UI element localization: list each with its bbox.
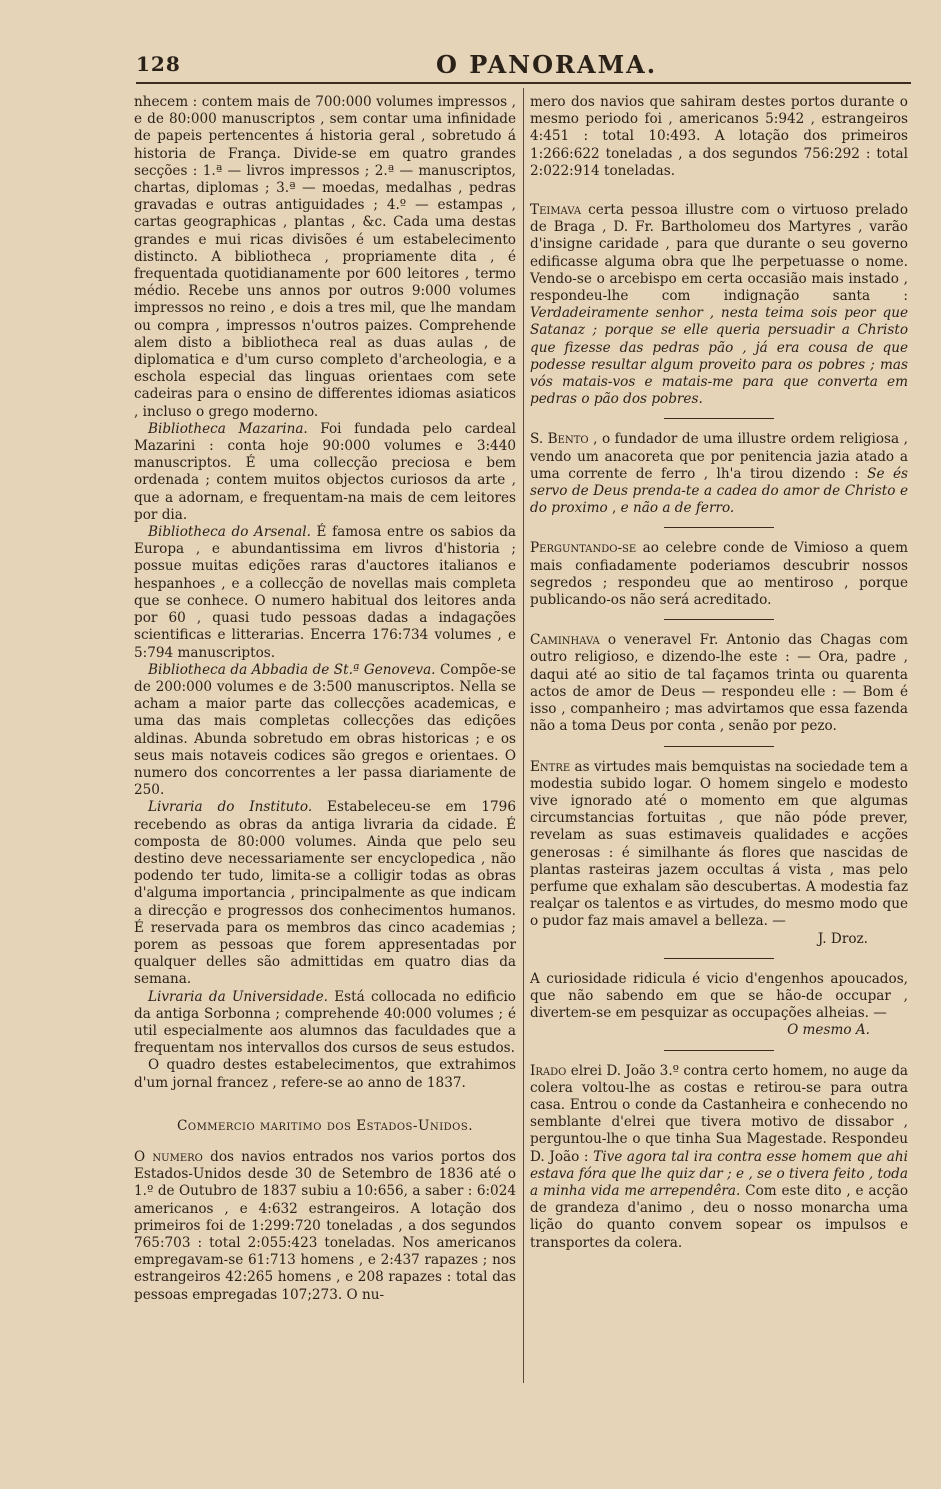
paragraph-quadro: O quadro destes estabelecimentos, que extrahimos d'um jornal francez , refere-se ao anno de 1837. <box>134 1057 516 1091</box>
spacer <box>530 180 908 202</box>
anecdote-modestia <box>530 759 908 931</box>
paragraph-universidade <box>134 989 516 1058</box>
anecdote-vimioso-text: ao celebre conde de Vimioso a quem mais confiadamente poderiamos descubrir nossos segredos ; respondeu que ao mentiroso , porque publicando-os não será acreditado. <box>530 540 908 609</box>
section-title-mazarina: Bibliotheca Mazarina. <box>148 420 308 437</box>
anecdote-s-bento-quote: Se és servo de Deus prenda-te a cadea do amor de Christo e do proximo <box>530 465 908 517</box>
anecdote-vimioso <box>530 540 908 609</box>
anecdote-chagas-text: o veneravel Fr. Antonio das Chagas com outro religioso, e dizendo-lhe este : — Ora, padre , daqui até ao sitio de tal façamos trinta ou quarenta actos de amor de Deus — respondeu elle : — Bom é isso , companheiro ; mas advirtamos que essa fazenda não a toma Deus por conta , senão por pezo. <box>530 632 908 735</box>
separator-rule <box>664 418 774 419</box>
anecdote-teimava-text: certa pessoa illustre com o virtuoso prelado de Braga , D. Fr. Bartholomeu dos Martyres , varão d'insigne caridade , para que durante o seu governo edificasse alguma obra que lhe perpetuasse o nome. Vendo-se o arcebispo em certa occasião mais instado , respondeu-lhe com indignação santa : <box>530 202 908 305</box>
anecdote-teimava-quote: Verdadeiramente senhor , nesta teima sois peor que Satanaz ; porque se elle queria persuadir a Christo que fizesse das pedras pão , já era cousa de que podesse resultar algum proveito para os pobres ; mas vós matais-vos e matais-me para que converta em pedras o pão dos pobres. <box>530 305 908 408</box>
anecdote-s-bento-text: , o fundador de uma illustre ordem religiosa , vendo um anacoreta que por penitencia jazia atado a uma corrente de ferro , lh'a tirou dizendo : <box>530 431 908 482</box>
signature-droz: J. Droz. <box>817 930 868 947</box>
header-rule <box>136 82 911 84</box>
left-column <box>134 94 516 1304</box>
separator-rule <box>664 527 774 528</box>
paragraph-commercio-lead: O numero <box>134 1148 203 1165</box>
anecdote-curiosidade: A curiosidade ridicula é vicio d'engenhos apoucados, que não sabendo em que se hão-de occupar , divertem-se em pesquizar as occupações alheias. — <box>530 970 908 1022</box>
anecdote-s-bento-quote-end: e não a de ferro. <box>620 500 735 517</box>
anecdote-chagas-lead: Caminhava <box>530 632 600 649</box>
anecdote-d-joao-text-end: Com este dito , e acção de grandeza d'animo , deu o nosso monarcha uma lição do quanto convem sopear os impulsos e transportes da colera. <box>530 1182 908 1251</box>
separator-rule <box>664 746 774 747</box>
column-divider <box>523 88 524 1383</box>
signature-mesmo-autor: O mesmo A. <box>787 1022 870 1039</box>
page-number: 128 <box>136 52 181 76</box>
right-column <box>530 94 908 1252</box>
section-title-arsenal: Bibliotheca do Arsenal. <box>148 524 311 541</box>
paragraph-arsenal-text: É famosa entre os sabios da Europa , e abundantissima em livros d'historia ; possue muitas edições raras d'auctores italianos e hespanhoes , e a collecção de novellas mais completa que se conhece. O numero habitual dos leitores anda por 60 , quasi tudo pessoas dadas a indagações scientificas e litterarias. Encerra 176:734 volumes , e 5:794 manuscriptos. <box>134 524 516 661</box>
anecdote-s-bento <box>530 431 908 517</box>
anecdote-teimava <box>530 202 908 408</box>
anecdote-modestia-lead: Entre <box>530 758 571 775</box>
paragraph-universidade-text: Está collocada no edificio da antiga Sorbonna ; comprehende 40:000 volumes ; é util especialmente aos alumnos das faculdades que a frequentam nos intervallos dos cursos de seus estudos. <box>134 988 516 1057</box>
paragraph-genoveva <box>134 662 516 800</box>
anecdote-d-joao-lead: Irado <box>530 1062 567 1079</box>
paragraph-bibliotheque-nationale: nhecem : contem mais de 700:000 volumes impressos , e de 80:000 manuscriptos , sem contar uma infinidade de papeis pertencentes á historia geral , sobretudo á historia de França. Divide-se em quatro grandes secções : 1.ª — livros impressos ; 2.ª — manuscriptos, chartas, diplomas ; 3.ª — moedas, medalhas , pedras gravadas e outras antiguidades ; 4.º — estampas , cartas geographicas , plantas , &c. Cada uma destas grandes e mui ricas divisões é um estabelecimento distincto. A bibliotheca , propriamente dita , é frequentada quotidianamente por 600 leitores , termo médio. Recebe uns annos por outros 9:000 volumes impressos no reino , e dois a tres mil, que lhe mandam ou compra , impressos n'outros paizes. Comprehende alem disto a bibliotheca real as duas aulas , de diplomatica e d'um curso completo d'archeologia, e a eschola especial das linguas orientaes com sete cadeiras para o ensino de differentes idiomas asiaticos , incluso o grego moderno. <box>134 94 516 420</box>
paragraph-commercio <box>134 1149 516 1304</box>
separator-rule <box>664 958 774 959</box>
anecdote-d-joao-text: elrei D. João 3.º contra certo homem, no auge da colera voltou-lhe as costas e retirou-se para outra casa. Entrou o conde da Castanheira e conhecendo no semblante d'elrei que tivera motivo de dissabor , perguntou-lhe o que tinha Sua Magestade. Respondeu D. João : <box>530 1062 908 1165</box>
section-title-genoveva: Bibliotheca da Abbadia de St.ª Genoveva. <box>148 661 436 678</box>
paragraph-instituto <box>134 799 516 988</box>
paragraph-mazarina-text: Foi fundada pelo cardeal Mazarini : conta hoje 90:000 volumes e 3:440 manuscriptos. É uma collecção preciosa e bem ordenada ; contem muitos objectos curiosos da arte , que a adornam, e frequentam-na mais de cem leitores por dia. <box>134 420 516 523</box>
section-title-universidade: Livraria da Universidade. <box>148 988 328 1005</box>
paragraph-commercio-continued: mero dos navios que sahiram destes portos durante o mesmo periodo foi , americanos 5:942 , estrangeiros 4:451 : total 10:493. A lotação dos primeiros 1:266:622 toneladas , a dos segundos 756:292 : total 2:022:914 toneladas. <box>530 94 908 179</box>
anecdote-d-joao <box>530 1063 908 1252</box>
anecdote-teimava-lead: Teimava <box>530 202 582 219</box>
paragraph-arsenal <box>134 524 516 662</box>
paragraph-instituto-text: Estabeleceu-se em 1796 recebendo as obras da antiga livraria da cidade. É composta de 80:000 volumes. Ainda que pelo seu destino deve necessariamente ser encyclopedica , não podendo ter tudo, limita-se a colligir todas as obras d'alguma importancia , principalmente as que indicam a direcção e progressos dos conhecimentos humanos. É reservada para os membros das cinco academias ; porem as pessoas que forem appresentadas por qualquer delles são admittidas em quatro dias da semana. <box>134 799 516 988</box>
paragraph-genoveva-text: Compõe-se de 200:000 volumes e de 3:500 manuscriptos. Nella se acham a maior parte das collecções academicas, e uma das mais completas collecções das edições aldinas. Abunda sobretudo em obras historicas ; e os seus mais notaveis codices são gregos e orientaes. O numero dos concorrentes a ler passa diariamente de 250. <box>134 661 517 799</box>
anecdote-modestia-text: as virtudes mais bemquistas na sociedade tem a modestia subido logar. O homem singelo e modesto vive ignorado até o momento em que algumas circumstancias fortuitas , que não póde prever, revelam as suas estimaveis qualidades e acções generosas : é similhante ás flores que nascidas de plantas rasteiras jazem occultas á vista , mas pelo perfume que exhalam são descubertas. A modestia faz realçar os talentos e as virtudes, do mesmo modo que o pudor faz mais amavel a belleza. — <box>530 758 908 930</box>
page-header <box>136 48 911 82</box>
separator-rule <box>664 619 774 620</box>
anecdote-d-joao-quote: Tive agora tal ira contra esse homem que ahi estava fóra que lhe quiz dar ; e , se o tivera feito , toda a minha vida me arrependêra. <box>530 1148 908 1199</box>
anecdote-s-bento-lead: S. Bento <box>530 431 589 448</box>
anecdote-s-bento-mid: , <box>607 500 621 517</box>
journal-title: O PANORAMA. <box>436 50 658 79</box>
separator-rule <box>664 1050 774 1051</box>
section-heading-commercio: Commercio maritimo dos Estados-Unidos. <box>176 1117 474 1134</box>
section-title-instituto: Livraria do Instituto. <box>148 799 313 816</box>
anecdote-vimioso-lead: Perguntando-se <box>530 540 637 557</box>
anecdote-chagas <box>530 632 908 735</box>
paragraph-commercio-text: dos navios entrados nos varios portos dos Estados-Unidos desde 30 de Setembro de 1836 até o 1.º de Outubro de 1837 subiu a 10:656, a saber : 6:024 americanos , e 4:632 estrangeiros. A lotação dos primeiros foi de 1:299:720 toneladas , a dos segundos 765:703 : total 2:055:423 toneladas. Nos americanos empregavam-se 61:713 homens , e 2:437 rapazes ; nos estrangeiros 42:265 homens , e 208 rapazes : total das pessoas empregadas 107;273. O nu- <box>134 1148 516 1303</box>
paragraph-mazarina <box>134 421 516 524</box>
